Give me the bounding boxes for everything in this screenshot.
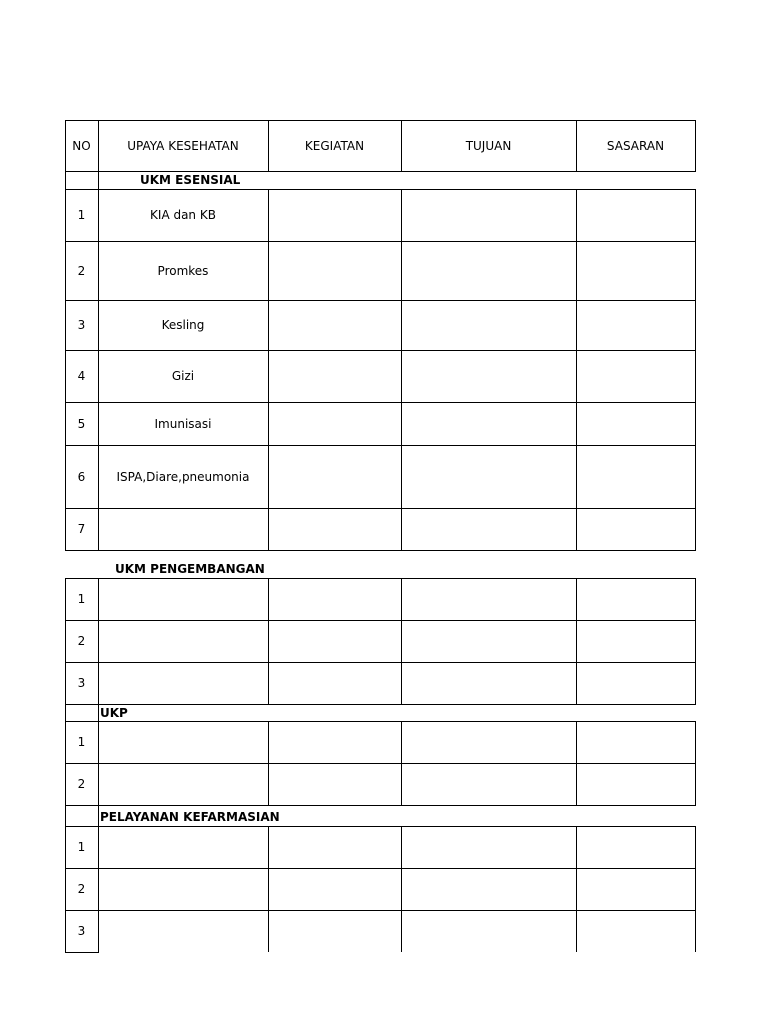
col-line [401,826,402,952]
col-line [576,578,577,704]
row-upaya-kesehatan: Imunisasi [154,416,212,431]
row-border [65,910,696,911]
row-border [65,805,696,806]
label-row-line [98,704,99,721]
row-border [65,662,696,663]
col-line [576,189,577,550]
section-top-border [65,826,696,827]
col-line [268,189,269,550]
col-line [98,826,99,952]
row-number: 1 [77,592,86,606]
row-number: 7 [77,522,86,536]
header-bottom-border [65,171,696,172]
row-upaya-kesehatan [98,508,268,550]
column-header-kegiatan: KEGIATAN [304,138,365,153]
section-top-border [65,721,696,722]
section-title-ukm-pengembangan: UKM PENGEMBANGAN [115,562,265,576]
row-border [65,763,696,764]
row-number: 3 [77,676,86,690]
col-line [401,189,402,550]
col-line [695,578,696,704]
row-number: 1 [77,735,86,749]
col-line [401,578,402,704]
header-col-line [695,120,696,171]
row-number: 1 [77,208,86,222]
col-line [98,578,99,704]
row-upaya-kesehatan: ISPA,Diare,pneumonia [116,469,250,484]
row-number: 3 [77,318,86,332]
row-upaya-kesehatan: Promkes [157,263,209,278]
col-line [695,826,696,952]
row-number: 6 [77,469,86,484]
col-line [576,826,577,952]
column-header-no: NO [72,138,91,153]
label-row-line [65,805,66,826]
row-number: 2 [77,882,86,896]
row-border [65,620,696,621]
row-number: 2 [77,634,86,648]
col-line [268,578,269,704]
column-header-upaya-kesehatan: UPAYA KESEHATAN [127,138,239,153]
col-line [695,189,696,550]
row-border [65,952,99,953]
row-upaya-kesehatan: Gizi [171,369,195,383]
label-row-line [65,171,66,189]
row-border [65,868,696,869]
row-number: 2 [77,263,86,278]
label-row-line [98,805,99,826]
section-top-border [65,578,696,579]
column-header-tujuan: TUJUAN [465,138,512,153]
row-border [65,550,696,551]
row-upaya-kesehatan: Kesling [161,318,205,332]
column-header-sasaran: SASARAN [606,138,665,153]
row-number: 1 [77,840,86,854]
col-line [268,826,269,952]
row-border [65,704,696,705]
row-number: 3 [77,924,86,938]
row-number: 2 [77,777,86,791]
section-title-ukp: UKP [100,706,128,720]
label-row-line [98,171,99,189]
section-title-pelayanan-kefarmasian: PELAYANAN KEFARMASIAN [100,810,280,824]
row-number: 5 [77,416,86,431]
row-upaya-kesehatan: KIA dan KB [150,208,216,222]
label-row-line [65,704,66,721]
row-number: 4 [77,369,86,383]
section-title-ukm-esensial: UKM ESENSIAL [140,173,241,187]
